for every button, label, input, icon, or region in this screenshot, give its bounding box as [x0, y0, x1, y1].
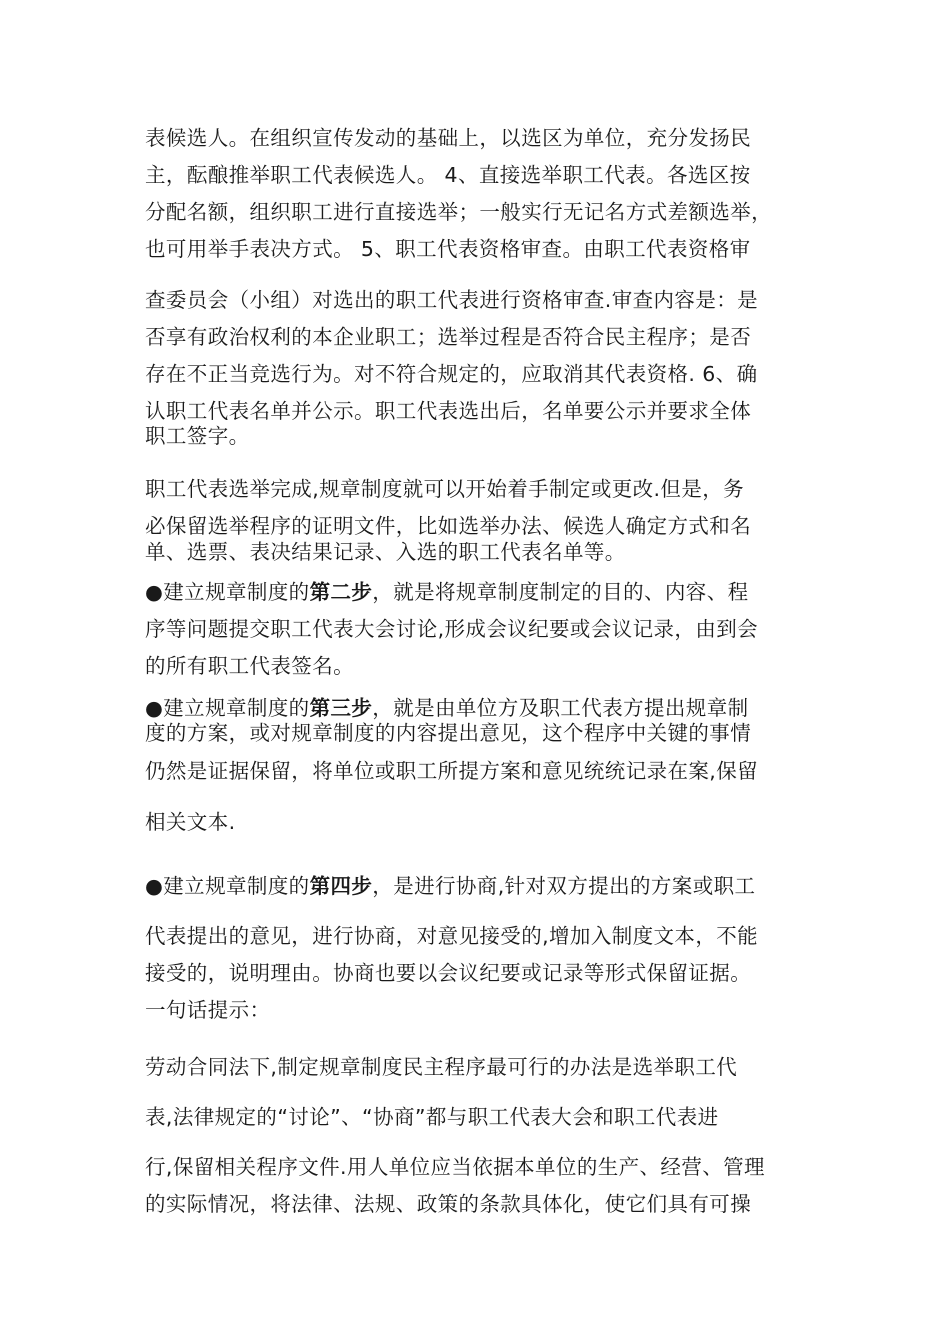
- text-line: 度的方案，或对规章制度的内容提出意见，这个程序中关键的事情: [145, 721, 752, 745]
- text-line: 仍然是证据保留，将单位或职工所提方案和意见统统记录在案,保留: [145, 759, 759, 783]
- text-line: 代表提出的意见，进行协商，对意见接受的,增加入制度文本，不能: [145, 924, 759, 948]
- text-line: 行,保留相关程序文件.用人单位应当依据本单位的生产、经营、管理: [145, 1155, 765, 1179]
- step-text: ，是进行协商,针对双方提出的方案或职工: [372, 874, 756, 898]
- step-prefix: ●建立规章制度的: [145, 696, 310, 720]
- text-line: 职工签字。: [145, 424, 250, 448]
- step-prefix: ●建立规章制度的: [145, 580, 310, 604]
- text-line: 查委员会（小组）对选出的职工代表进行资格审查.审查内容是：是: [145, 288, 759, 312]
- step-label: 第三步: [309, 696, 373, 720]
- step-text: ，就是将规章制度制定的目的、内容、程: [372, 580, 749, 604]
- text-line: 序等问题提交职工代表大会讨论,形成会议纪要或会议记录，由到会: [145, 617, 759, 641]
- text-line: 接受的，说明理由。协商也要以会议纪要或记录等形式保留证据。: [145, 961, 752, 985]
- text-line: 职工代表选举完成,规章制度就可以开始着手制定或更改.但是，务: [145, 477, 745, 501]
- step-four-heading: [145, 872, 805, 900]
- text-line: 的所有职工代表签名。: [145, 654, 354, 678]
- text-line: 也可用举手表决方式。 5、职工代表资格审查。由职工代表资格审: [145, 237, 751, 261]
- text-line: 表,法律规定的“讨论”、“协商”都与职工代表大会和职工代表进: [145, 1105, 719, 1129]
- text-line: 表候选人。在组织宣传发动的基础上，以选区为单位，充分发扬民: [145, 126, 752, 150]
- text-line: 认职工代表名单并公示。职工代表选出后，名单要公示并要求全体: [145, 399, 752, 423]
- step-prefix: ●建立规章制度的: [145, 874, 310, 898]
- text-line: 劳动合同法下,制定规章制度民主程序最可行的办法是选举职工代: [145, 1055, 738, 1079]
- text-line: 一句话提示：: [145, 998, 271, 1022]
- step-two-heading: [145, 578, 805, 606]
- step-label: 第二步: [309, 580, 373, 604]
- step-three-heading: [145, 694, 805, 722]
- text-line: 必保留选举程序的证明文件，比如选举办法、候选人确定方式和名: [145, 514, 752, 538]
- text-line: 存在不正当竞选行为。对不符合规定的，应取消其代表资格. 6、确: [145, 362, 758, 386]
- text-line: 否享有政治权利的本企业职工；选举过程是否符合民主程序；是否: [145, 325, 752, 349]
- text-line: 分配名额，组织职工进行直接选举；一般实行无记名方式差额选举，: [145, 200, 772, 224]
- text-line: 相关文本.: [145, 810, 236, 834]
- step-text: ，就是由单位方及职工代表方提出规章制: [372, 696, 749, 720]
- step-label: 第四步: [309, 874, 373, 898]
- text-line: 的实际情况，将法律、法规、政策的条款具体化，使它们具有可操: [145, 1192, 752, 1216]
- text-line: 主，酝酿推举职工代表候选人。 4、直接选举职工代表。各选区按: [145, 163, 751, 187]
- text-line: 单、选票、表决结果记录、入选的职工代表名单等。: [145, 540, 626, 564]
